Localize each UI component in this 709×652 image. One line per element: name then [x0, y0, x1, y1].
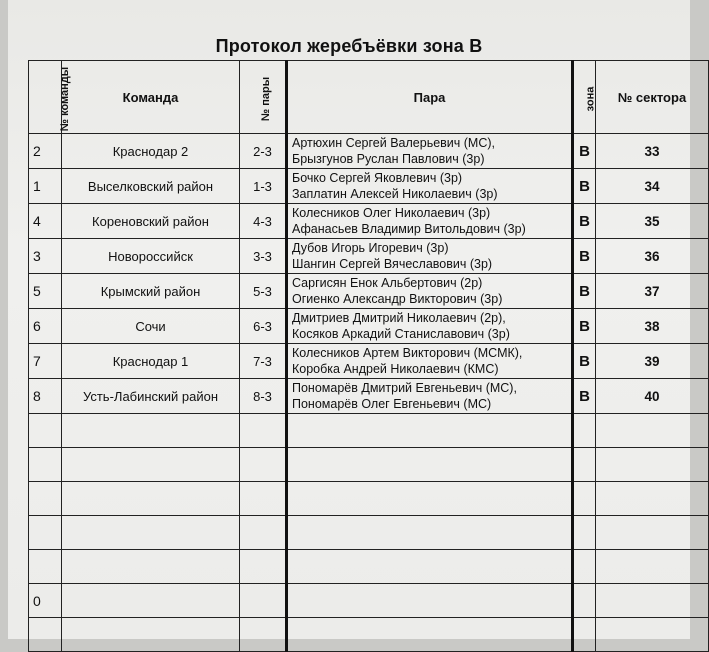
team-name: Новороссийск: [62, 239, 240, 274]
header-row: [29, 61, 709, 134]
table-row: [29, 204, 709, 239]
pair-members: Колесников Олег Николаевич (3р) Афанасьев Владимир Витольдович (3р): [287, 204, 573, 239]
empty-row: [29, 618, 709, 652]
zone-letter: В: [573, 204, 596, 239]
empty-row: [29, 584, 709, 618]
sector-number: 37: [596, 274, 709, 309]
sector-number: 39: [596, 344, 709, 379]
team-name: Выселковский район: [62, 169, 240, 204]
pair-members: Дубов Игорь Игоревич (3р) Шангин Сергей Вячеславович (3р): [287, 239, 573, 274]
document-title: Протокол жеребъёвки зона В: [215, 36, 483, 56]
zone-letter: В: [573, 134, 596, 169]
team-number: 4: [29, 204, 62, 239]
pair-members: Саргисян Енок Альбертович (2р) Огиенко Александр Викторович (3р): [287, 274, 573, 309]
table-row: [29, 379, 709, 414]
empty-row: [29, 482, 709, 516]
header-team-no: № команды: [29, 61, 62, 134]
sector-number: 36: [596, 239, 709, 274]
empty-row: [29, 550, 709, 584]
empty-row: [29, 414, 709, 448]
table-row: [29, 239, 709, 274]
team-name: Сочи: [62, 309, 240, 344]
zone-letter: В: [573, 379, 596, 414]
table-row: [29, 274, 709, 309]
draw-protocol-table: [28, 60, 709, 652]
header-team: Команда: [62, 61, 240, 134]
table-row: [29, 344, 709, 379]
pair-number: 8-3: [240, 379, 287, 414]
header-zone: зона: [573, 61, 596, 134]
zone-letter: В: [573, 309, 596, 344]
team-number: 0: [29, 584, 62, 618]
table-row: [29, 169, 709, 204]
pair-members: Бочко Сергей Яковлевич (3р) Заплатин Алексей Николаевич (3р): [287, 169, 573, 204]
team-number: 1: [29, 169, 62, 204]
zone-letter: В: [573, 344, 596, 379]
team-number: 5: [29, 274, 62, 309]
team-name: Крымский район: [62, 274, 240, 309]
zone-letter: В: [573, 274, 596, 309]
pair-number: 6-3: [240, 309, 287, 344]
table-row: [29, 134, 709, 169]
pair-members: Пономарёв Дмитрий Евгеньевич (МС), Пономарёв Олег Евгеньевич (МС): [287, 379, 573, 414]
team-number: 2: [29, 134, 62, 169]
sector-number: 38: [596, 309, 709, 344]
header-pair-no: № пары: [240, 61, 287, 134]
sector-number: 35: [596, 204, 709, 239]
zone-letter: В: [573, 169, 596, 204]
pair-number: 2-3: [240, 134, 287, 169]
header-sector: № сектора: [596, 61, 709, 134]
paper-sheet: [8, 0, 690, 639]
team-name: Кореновский район: [62, 204, 240, 239]
empty-row: [29, 448, 709, 482]
sector-number: 34: [596, 169, 709, 204]
team-number: 8: [29, 379, 62, 414]
zone-letter: В: [573, 239, 596, 274]
pair-members: Колесников Артем Викторович (МСМК), Коробка Андрей Николаевич (КМС): [287, 344, 573, 379]
team-name: Усть-Лабинский район: [62, 379, 240, 414]
pair-members: Артюхин Сергей Валерьевич (МС), Брызгунов Руслан Павлович (3р): [287, 134, 573, 169]
pair-members: Дмитриев Дмитрий Николаевич (2р), Косяков Аркадий Станиславович (3р): [287, 309, 573, 344]
team-number: 6: [29, 309, 62, 344]
sector-number: 40: [596, 379, 709, 414]
empty-row: [29, 516, 709, 550]
sector-number: 33: [596, 134, 709, 169]
team-number: 3: [29, 239, 62, 274]
pair-number: 3-3: [240, 239, 287, 274]
pair-number: 7-3: [240, 344, 287, 379]
team-name: Краснодар 1: [62, 344, 240, 379]
pair-number: 4-3: [240, 204, 287, 239]
pair-number: 1-3: [240, 169, 287, 204]
team-name: Краснодар 2: [62, 134, 240, 169]
pair-number: 5-3: [240, 274, 287, 309]
team-number: 7: [29, 344, 62, 379]
table-row: [29, 309, 709, 344]
header-pair: Пара: [287, 61, 573, 134]
